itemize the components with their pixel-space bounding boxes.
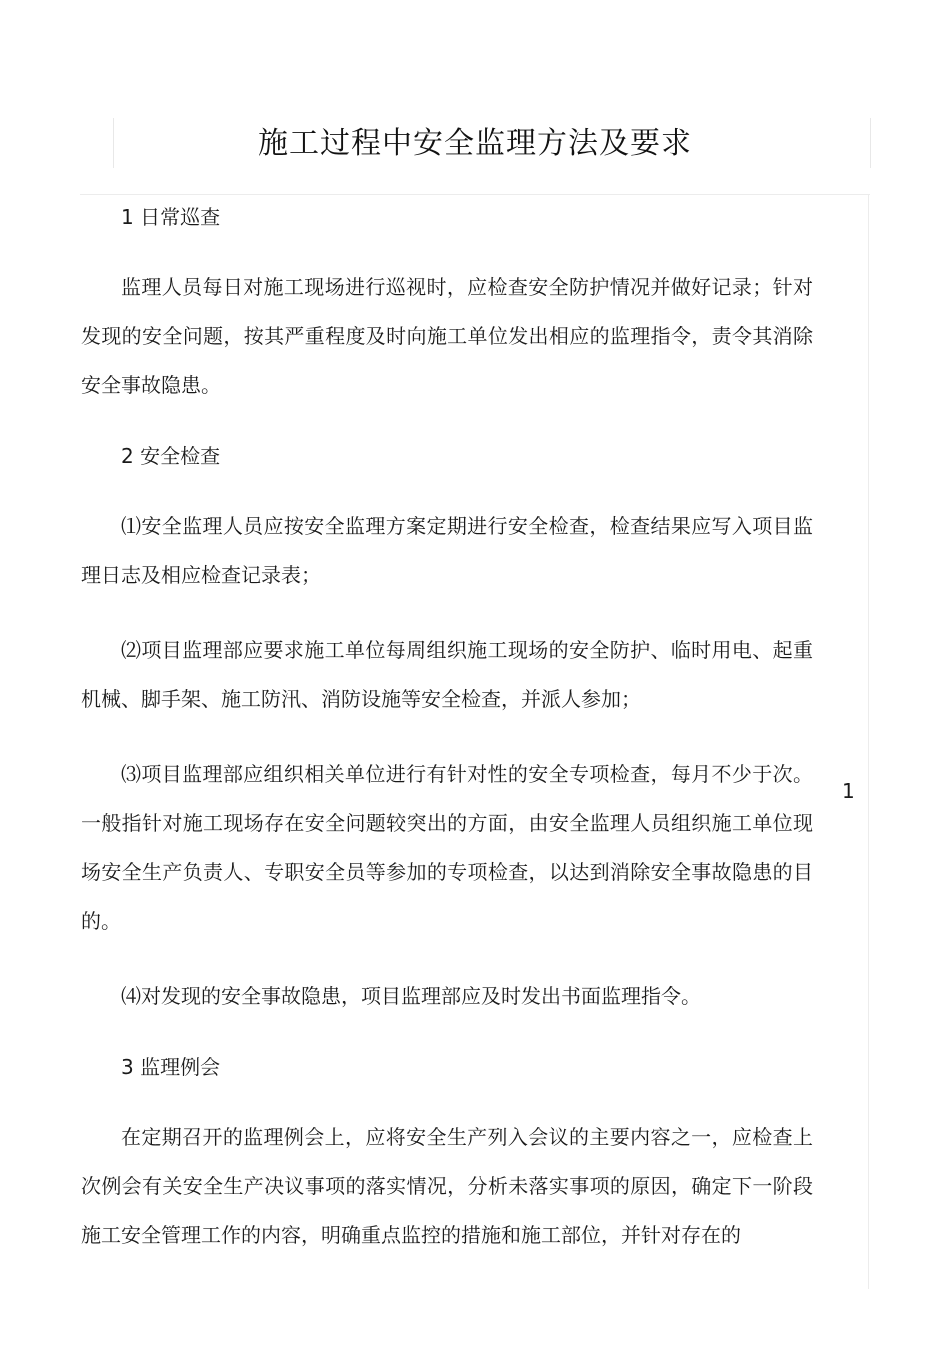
section-paragraph: 监理人员每日对施工现场进行巡视时，应检查安全防护情况并做好记录；针对发现的安全问题，按其严重程度及时向施工单位发出相应的监理指令，责令其消除安全事故隐患。 bbox=[81, 275, 813, 397]
section-daily-inspection bbox=[81, 197, 813, 436]
section-heading: 2 安全检查 bbox=[121, 444, 221, 468]
document-body bbox=[81, 197, 813, 1260]
section-heading: 3 监理例会 bbox=[121, 1055, 221, 1079]
section-heading: 1 日常巡查 bbox=[121, 205, 221, 229]
title-divider bbox=[80, 194, 870, 195]
section-paragraph: ⑷对发现的安全事故隐患，项目监理部应及时发出书面监理指令。 bbox=[121, 984, 701, 1008]
document-title: 施工过程中安全监理方法及要求 bbox=[258, 126, 692, 161]
section-paragraph: ⑴安全监理人员应按安全监理方案定期进行安全检查，检查结果应写入项目监理日志及相应检查记录表； bbox=[81, 514, 813, 587]
right-margin-rule bbox=[868, 194, 869, 1289]
section-paragraph: ⑶项目监理部应组织相关单位进行有针对性的安全专项检查，每月不少于次。一般指针对施工现场存在安全问题较突出的方面，由安全监理人员组织施工单位现场安全生产负责人、专职安全员等参加的专项检查，以达到消除安全事故隐患的目的。 bbox=[81, 762, 813, 933]
section-safety-check bbox=[81, 436, 813, 1047]
page-number: 1 bbox=[842, 779, 855, 803]
section-paragraph: ⑵项目监理部应要求施工单位每周组织施工现场的安全防护、临时用电、起重机械、脚手架、施工防汛、消防设施等安全检查，并派人参加； bbox=[81, 638, 813, 711]
section-supervision-meeting bbox=[81, 1047, 813, 1260]
section-paragraph: 在定期召开的监理例会上，应将安全生产列入会议的主要内容之一，应检查上次例会有关安全生产决议事项的落实情况，分析未落实事项的原因，确定下一阶段施工安全管理工作的内容，明确重点监控的措施和施工部位，并针对存在的 bbox=[81, 1125, 813, 1247]
